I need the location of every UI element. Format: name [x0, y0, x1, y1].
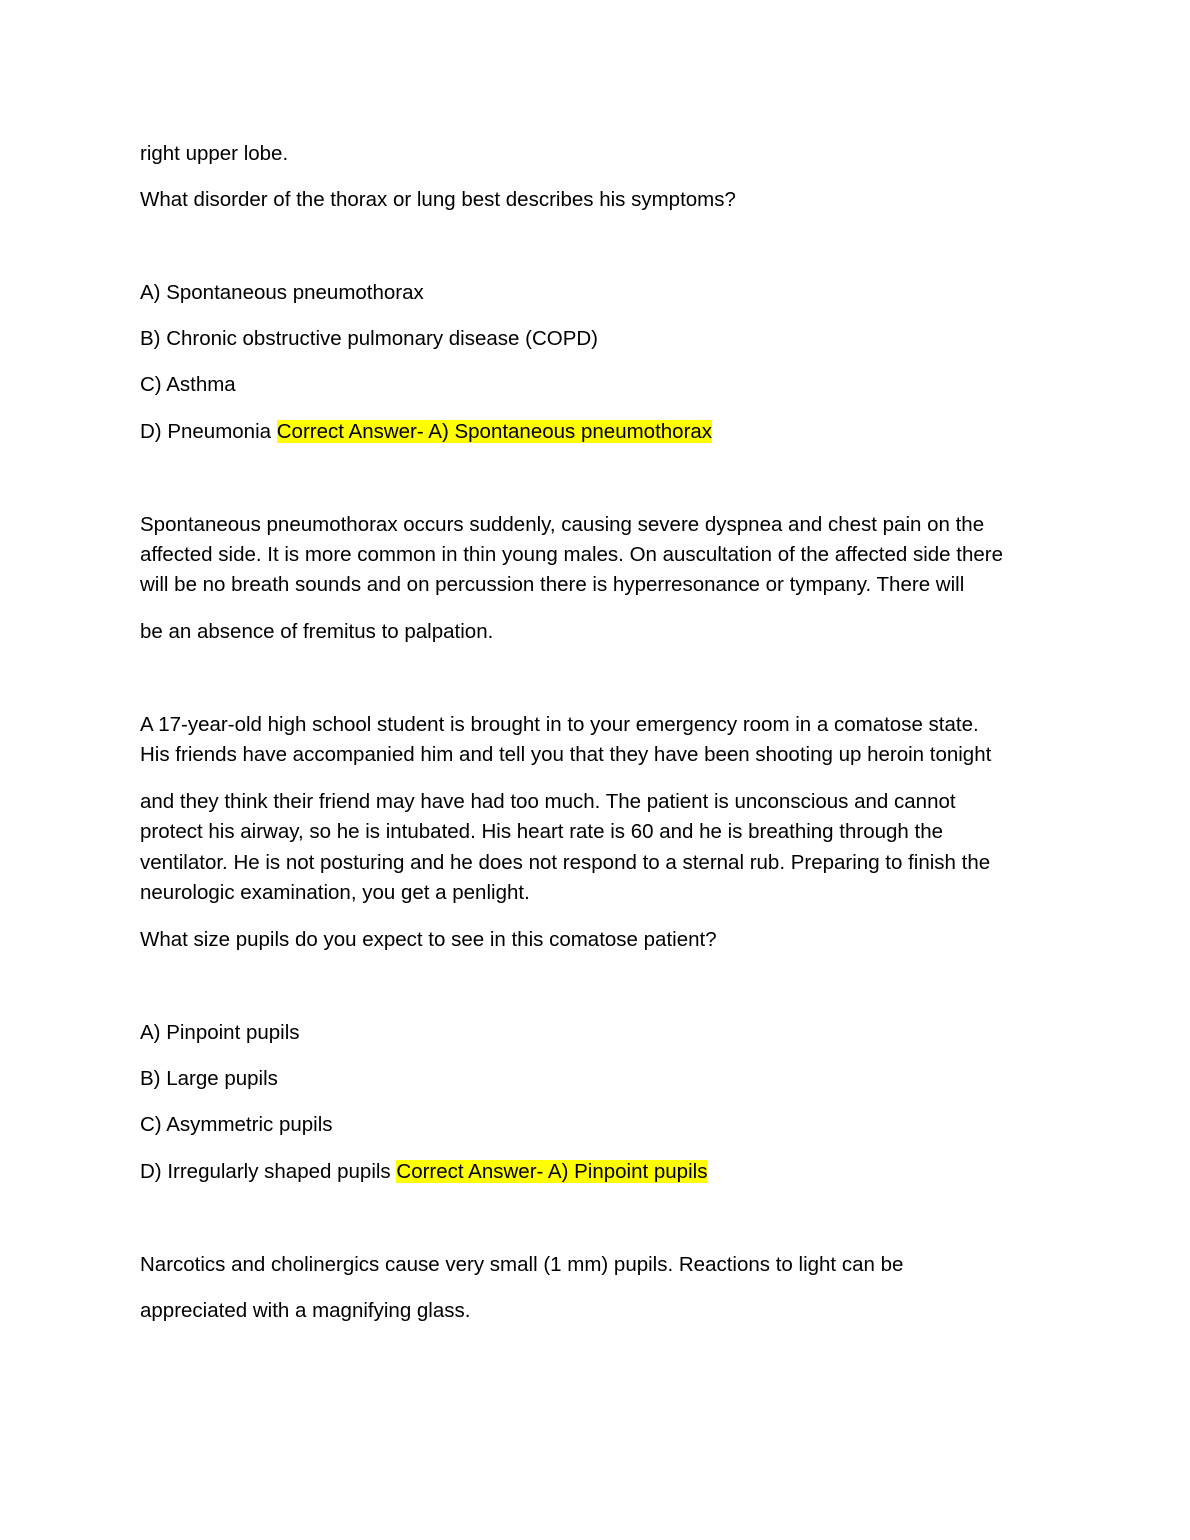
q2-correct-answer: Correct Answer- A) Pinpoint pupils	[396, 1160, 708, 1183]
q2-option-d: D) Irregularly shaped pupils	[140, 1160, 391, 1183]
q2-option-d-line	[140, 1157, 1060, 1187]
q1-option-b: B) Chronic obstructive pulmonary disease (COPD)	[140, 327, 598, 350]
q2-stem-line-4: protect his airway, so he is intubated. His heart rate is 60 and he is breathing through the	[140, 820, 944, 843]
q1-explanation-line-4: be an absence of fremitus to palpation.	[140, 620, 494, 643]
q2-stem-line-5: ventilator. He is not posturing and he does not respond to a sternal rub. Preparing to finish the	[140, 851, 991, 874]
q2-option-b: B) Large pupils	[140, 1067, 278, 1090]
q1-question: What disorder of the thorax or lung best describes his symptoms?	[140, 188, 736, 211]
q1-continuation: right upper lobe.	[140, 142, 289, 165]
q2-explanation-line-1: Narcotics and cholinergics cause very small (1 mm) pupils. Reactions to light can be	[140, 1253, 904, 1276]
q2-question: What size pupils do you expect to see in this comatose patient?	[140, 928, 717, 951]
q1-option-a: A) Spontaneous pneumothorax	[140, 281, 424, 304]
q1-explanation-line-1: Spontaneous pneumothorax occurs suddenly, causing severe dyspnea and chest pain on the	[140, 513, 985, 536]
q2-option-c: C) Asymmetric pupils	[140, 1113, 333, 1136]
q1-correct-answer: Correct Answer- A) Spontaneous pneumothorax	[276, 420, 713, 443]
q1-explanation-line-2: affected side. It is more common in thin young males. On auscultation of the affected side there	[140, 543, 1004, 566]
q2-stem-line-1: A 17-year-old high school student is brought in to your emergency room in a comatose state.	[140, 713, 979, 736]
q2-stem-line-6: neurologic examination, you get a penlight.	[140, 881, 530, 904]
q1-option-d-line	[140, 417, 1060, 447]
q1-explanation-line-3: will be no breath sounds and on percussion there is hyperresonance or tympany. There will	[140, 573, 965, 596]
q2-stem-line-3: and they think their friend may have had too much. The patient is unconscious and cannot	[140, 790, 956, 813]
q2-stem-line-2: His friends have accompanied him and tell you that they have been shooting up heroin tonight	[140, 743, 992, 766]
q1-option-d: D) Pneumonia	[140, 420, 272, 443]
q2-explanation-line-2: appreciated with a magnifying glass.	[140, 1299, 471, 1322]
q2-option-a: A) Pinpoint pupils	[140, 1021, 300, 1044]
q1-option-c: C) Asthma	[140, 373, 236, 396]
